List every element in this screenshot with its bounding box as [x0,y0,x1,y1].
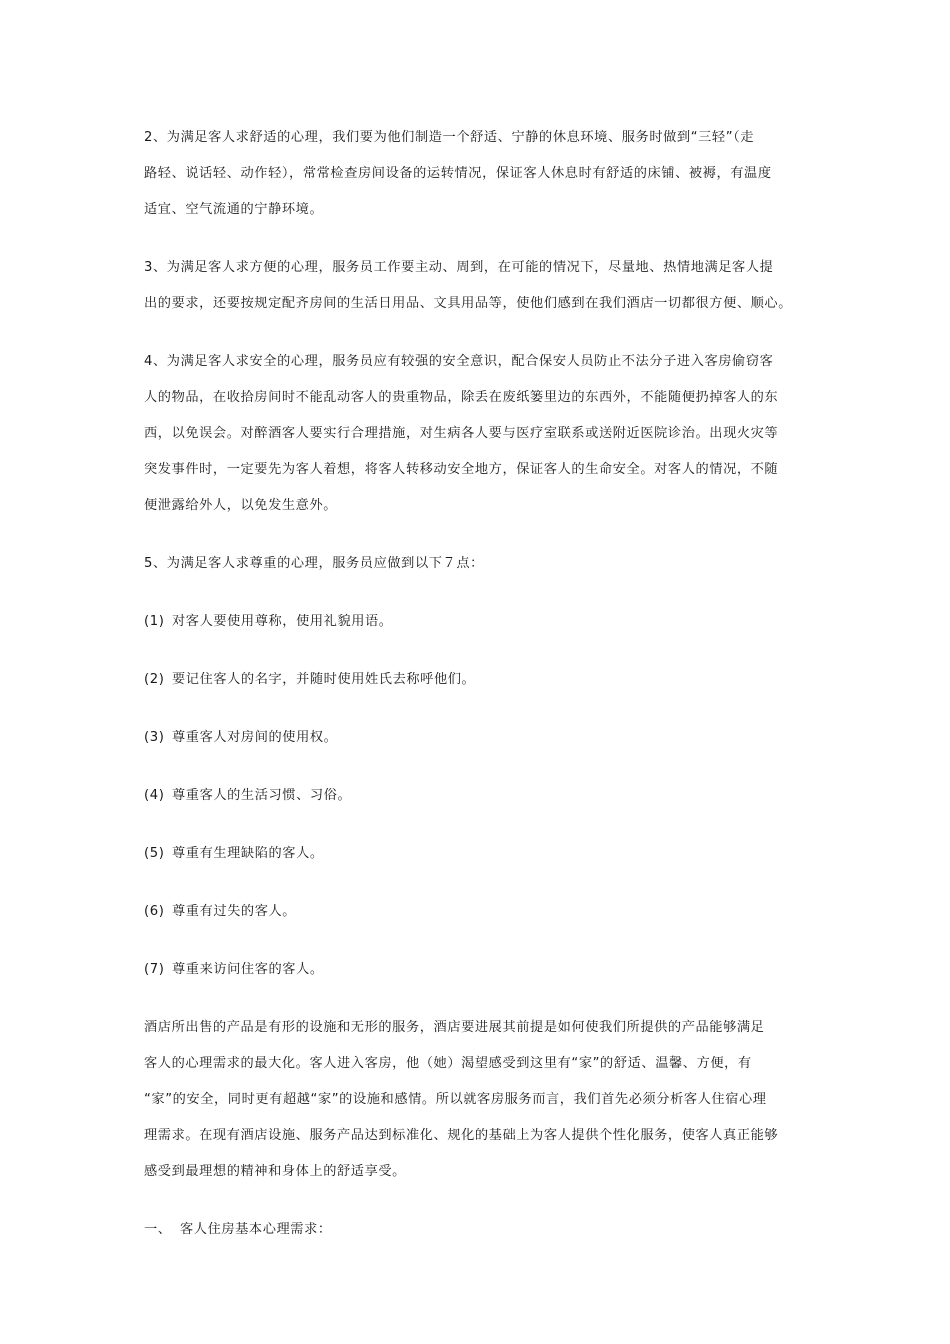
list-item-text: 尊重客人对房间的使用权。 [172,730,338,745]
paragraph-respect-intro [144,546,824,582]
text-line: 5、为满足客人求尊重的心理，服务员应做到以下７点： [144,556,484,571]
list-item [144,836,824,872]
list-item [144,952,824,988]
text-line: 人的物品，在收拾房间时不能乱动客人的贵重物品，除丢在废纸篓里边的东西外，不能随便扔掉客人的东 [144,390,779,405]
list-item [144,720,824,756]
list-marker: (6) [144,904,165,919]
text-line: 4、为满足客人求安全的心理，服务员应有较强的安全意识，配合保安人员防止不法分子进入客房偷窃客 [144,354,774,369]
list-item-text: 尊重有生理缺陷的客人。 [172,846,324,861]
section-heading-marker: 一、 [144,1222,172,1237]
text-line: “家”的安全，同时更有超越“家”的设施和感情。所以就客房服务而言，我们首先必须分析客人住宿心理 [144,1092,767,1107]
list-item [144,894,824,930]
text-line: 客人的心理需求的最大化。客人进入客房，他（她）渴望感受到这里有“家”的舒适、温馨、方便，有 [144,1056,752,1071]
list-marker: (7) [144,962,165,977]
list-marker: (4) [144,788,165,803]
document-body [144,120,824,1248]
text-line: 感受到最理想的精神和身体上的舒适享受。 [144,1164,406,1179]
text-line: 2、为满足客人求舒适的心理，我们要为他们制造一个舒适、宁静的休息环境、服务时做到“三轻”（走 [144,130,755,145]
respect-list [144,604,824,988]
text-line: 理需求。在现有酒店设施、服务产品达到标准化、规化的基础上为客人提供个性化服务，使客人真正能够 [144,1128,779,1143]
list-marker: (1) [144,614,165,629]
text-line: 适宜、空气流通的宁静环境。 [144,202,324,217]
paragraph-convenience [144,250,824,322]
list-item-text: 对客人要使用尊称，使用礼貌用语。 [172,614,393,629]
list-marker: (3) [144,730,165,745]
list-item-text: 尊重有过失的客人。 [172,904,297,919]
list-item [144,662,824,698]
section-heading [144,1212,824,1248]
text-line: 突发事件时，一定要先为客人着想，将客人转移动安全地方，保证客人的生命安全。对客人的情况，不随 [144,462,779,477]
paragraph-safety [144,344,824,524]
list-item [144,778,824,814]
text-line: 酒店所出售的产品是有形的设施和无形的服务，酒店要进展其前提是如何使我们所提供的产品能够满足 [144,1020,765,1035]
text-line: 路轻、说话轻、动作轻），常常检查房间设备的运转情况，保证客人休息时有舒适的床铺、被褥，有温度 [144,166,772,181]
list-item-text: 尊重来访问住客的客人。 [172,962,324,977]
text-line: 便泄露给外人，以免发生意外。 [144,498,338,513]
list-marker: (5) [144,846,165,861]
list-item [144,604,824,640]
text-line: 出的要求，还要按规定配齐房间的生活日用品、文具用品等，使他们感到在我们酒店一切都很方便、顺心。 [144,296,793,311]
text-line: 3、为满足客人求方便的心理，服务员工作要主动、周到，在可能的情况下，尽量地、热情地满足客人提 [144,260,774,275]
paragraph-comfort [144,120,824,228]
list-item-text: 尊重客人的生活习惯、习俗。 [172,788,352,803]
paragraph-summary [144,1010,824,1190]
section-heading-text: 客人住房基本心理需求： [180,1222,332,1237]
text-line: 西，以免误会。对醉酒客人要实行合理措施，对生病各人要与医疗室联系或送附近医院诊治。出现火灾等 [144,426,779,441]
list-item-text: 要记住客人的名字，并随时使用姓氏去称呼他们。 [172,672,476,687]
list-marker: (2) [144,672,165,687]
